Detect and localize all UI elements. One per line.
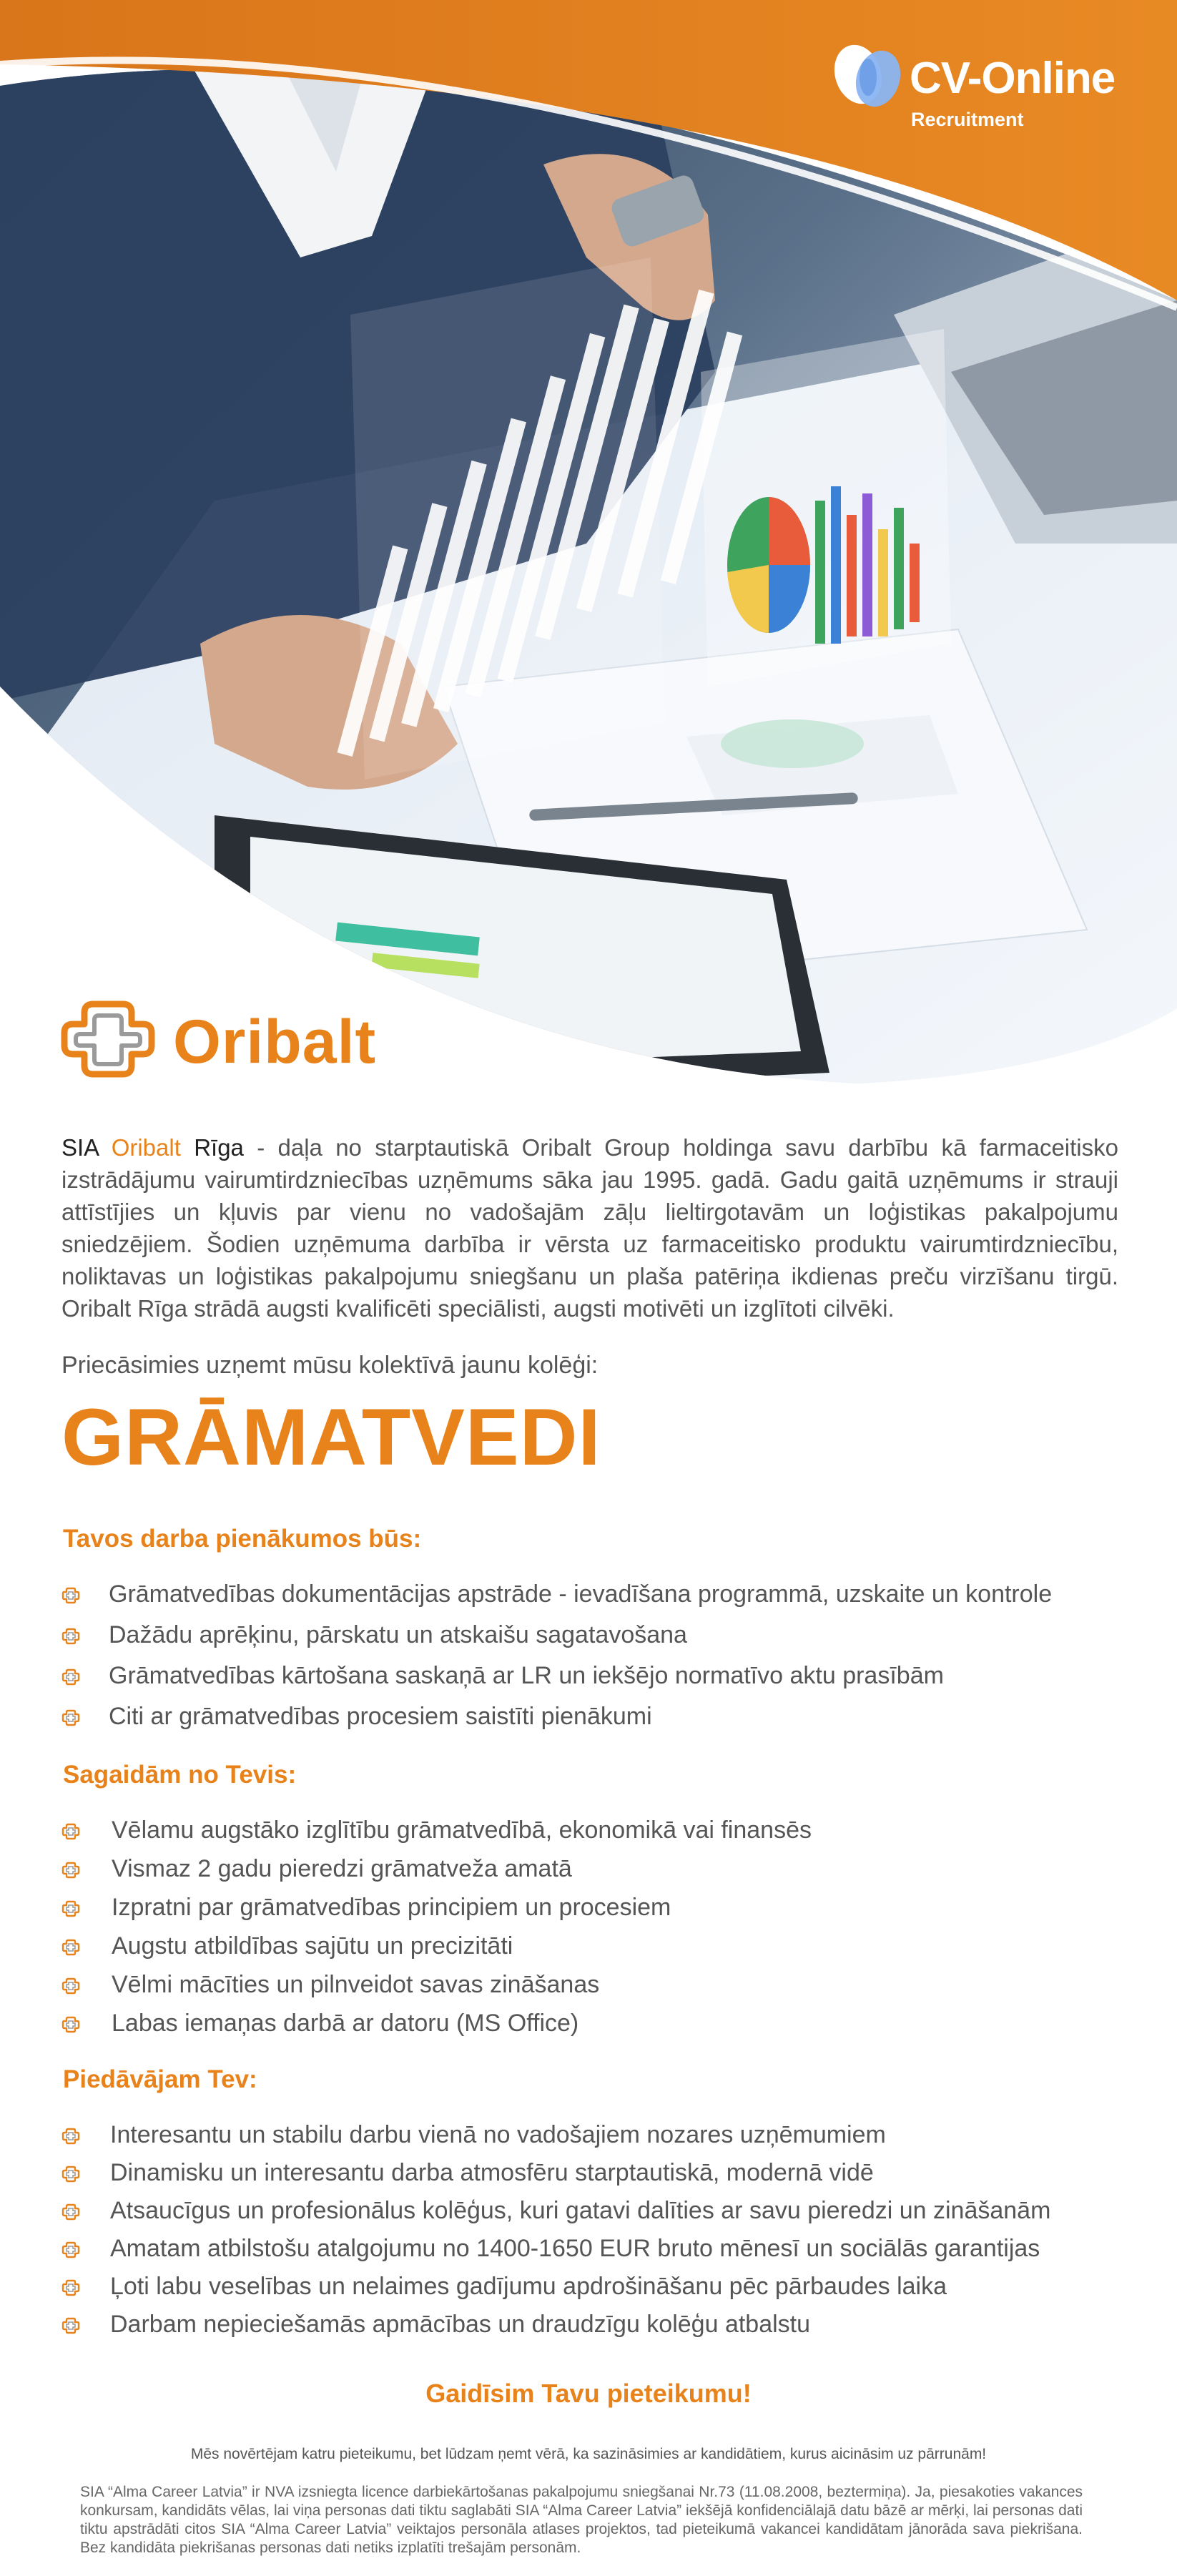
oribalt-bullet-icon (61, 1899, 80, 1918)
intro-text: - daļa no starptautiskā Oribalt Group holdinga savu darbību kā farmaceitisko izstrādājumu vairumtirdzniecības uzņēmums sāka jau 1995. gadā. Gadu gaitā uzņēmums ir strauji attīstījies un kļuvis par vienu no vadošajām zāļu lieltirgotavām un loģistikas pakalpojumu sniedzējiem. Šodien uzņēmuma darbība ir vērsta uz farmaceitisko produktu vairumtirdzniecību, noliktavas un loģistikas pakalpojumu sniegšanu un plaša patēriņa ikdienas preču virzīšanu tirgū. Oribalt Rīga strādā augsti kvalificēti speciālisti, augsti motivēti un izglītoti cilvēki. (61, 1134, 1118, 1322)
hero-banner (0, 0, 1177, 1101)
intro-city: Rīga (180, 1134, 244, 1161)
section-heading-offer: Piedāvājam Tev: (63, 2065, 257, 2093)
cv-online-name: CV-Online (910, 54, 1116, 103)
oribalt-bullet-icon (61, 2165, 80, 2183)
candidate-note: Mēs novērtējam katru pieteikumu, bet lūdzam ņemt vērā, ka sazināsimies ar kandidātiem, kurus aicināsim uz pārrunām! (190, 2446, 987, 2462)
oribalt-bullet-icon (61, 2278, 80, 2297)
invite-text: Priecāsimies uzņemt mūsu kolektīvā jaunu kolēģi: (61, 1352, 599, 1379)
duties-list (61, 1580, 1052, 1744)
list-item: Amatam atbilstošu atalgojumu no 1400-1650 EUR bruto mēnesī un sociālās garantijas (61, 2235, 1050, 2273)
list-item: Grāmatvedības kārtošana saskaņā ar LR un iekšējo normatīvo aktu prasībām (61, 1662, 1052, 1703)
list-item: Izpratni par grāmatvedības principiem un procesiem (61, 1894, 812, 1932)
intro-prefix: SIA (61, 1134, 112, 1161)
oribalt-name: Oribalt (173, 1008, 377, 1076)
cv-online-logo[interactable] (831, 40, 1138, 133)
list-item: Vismaz 2 gadu pieredzi grāmatveža amatā (61, 1855, 812, 1894)
business-charts-photo (0, 0, 1177, 1101)
closing-cta: Gaidīsim Tavu pieteikumu! (425, 2379, 752, 2408)
legal-disclaimer: SIA “Alma Career Latvia” ir NVA izsniegta licence darbiekārtošanas pakalpojumu sniegšanai Nr.73 (11.08.2008, beztermiņa). Ja, piesakoties vakances konkursam, kandidāts vēlas, lai viņa personas dati tiktu saglabāti SIA “Alma Career Latvia” iekšējā konfidenciālajā datu bāzē ar mērķi, lai personas dati tiktu apstrādāti citos SIA “Alma Career Latvia” veiktajos personāla atlases projektos, tad pieteikumā vakancei kandidātam jānorāda sava piekrišana. Bez kandidāta piekrišanas personas dati netiks izplatīti trešajām personām. (80, 2484, 1083, 2556)
list-item: Dažādu aprēķinu, pārskatu un atskaišu sagatavošana (61, 1621, 1052, 1662)
oribalt-bullet-icon (61, 2316, 80, 2335)
oribalt-bullet-icon (61, 1586, 80, 1605)
list-item: Interesantu un stabilu darbu vienā no vadošajiem nozares uzņēmumiem (61, 2121, 1050, 2159)
list-item: Augstu atbildības sajūtu un precizitāti (61, 1932, 812, 1971)
offer-list (61, 2121, 1050, 2349)
list-item: Dinamisku un interesantu darba atmosfēru starptautiskā, modernā vidē (61, 2159, 1050, 2197)
list-item: Darbam nepieciešamās apmācības un draudzīgu kolēģu atbalstu (61, 2311, 1050, 2349)
list-item: Grāmatvedības dokumentācijas apstrāde - ievadīšana programmā, uzskaite un kontrole (61, 1580, 1052, 1621)
list-item: Vēlamu augstāko izglītību grāmatvedībā, ekonomikā vai finansēs (61, 1817, 812, 1855)
oribalt-bullet-icon (61, 1822, 80, 1841)
oribalt-bullet-icon (61, 2127, 80, 2145)
cv-online-logo-icon (831, 40, 905, 112)
job-title: GRĀMATVEDI (61, 1392, 601, 1482)
list-item: Atsaucīgus un profesionālus kolēģus, kuri gatavi dalīties ar savu pieredzi un zināšanām (61, 2197, 1050, 2235)
list-item: Labas iemaņas darbā ar datoru (MS Office) (61, 2010, 812, 2048)
oribalt-bullet-icon (61, 2241, 80, 2259)
oribalt-bullet-icon (61, 1668, 80, 1686)
oribalt-bullet-icon (61, 1861, 80, 1879)
oribalt-bullet-icon (61, 2015, 80, 2034)
requirements-list (61, 1817, 812, 2048)
cv-online-subtitle: Recruitment (911, 109, 1024, 130)
section-heading-requirements: Sagaidām no Tevis: (63, 1761, 297, 1789)
list-item: Ļoti labu veselības un nelaimes gadījumu apdrošināšanu pēc pārbaudes laika (61, 2273, 1050, 2311)
job-ad-content (61, 1131, 1118, 1484)
oribalt-logo (60, 991, 432, 1091)
company-intro (61, 1131, 1118, 1324)
oribalt-bullet-icon (61, 1627, 80, 1646)
section-heading-duties: Tavos darba pienākumos būs: (63, 1525, 422, 1553)
oribalt-logo-icon (60, 991, 156, 1087)
oribalt-bullet-icon (61, 1938, 80, 1957)
oribalt-bullet-icon (61, 1977, 80, 1995)
list-item: Citi ar grāmatvedības procesiem saistīti pienākumi (61, 1703, 1052, 1744)
list-item: Vēlmi mācīties un pilnveidot savas zināšanas (61, 1971, 812, 2010)
intro-brand: Oribalt (111, 1134, 181, 1161)
oribalt-bullet-icon (61, 1709, 80, 1727)
oribalt-bullet-icon (61, 2203, 80, 2221)
